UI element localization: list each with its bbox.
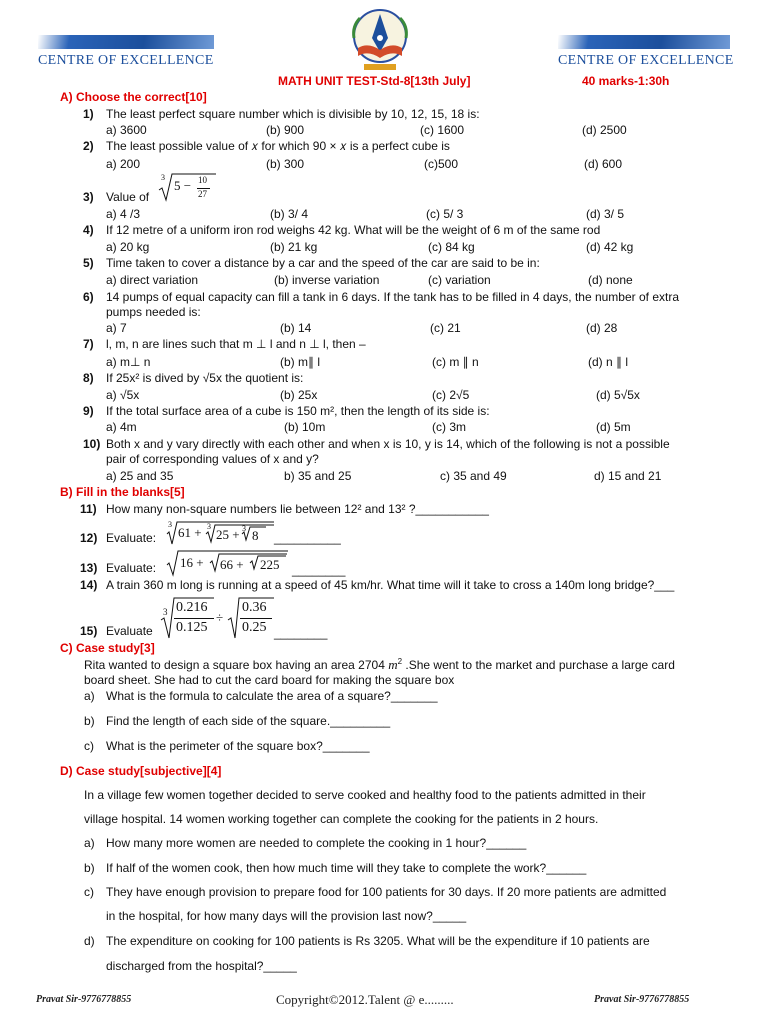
option-b: (b) 14: [280, 321, 312, 335]
option-b: (b) 300: [266, 157, 305, 171]
logo-swoosh-icon: [38, 35, 214, 49]
option-d: (d) n ∥ l: [588, 355, 629, 369]
option-a: a) 3600: [106, 123, 147, 137]
answer-blank: ________: [292, 563, 346, 577]
option-d: (d) 3/ 5: [586, 207, 625, 221]
school-emblem-icon: [348, 8, 412, 74]
case-study-d-paragraph-line1: In a village few women together decided to serve cooked and healthy food to the patients admitted in their: [84, 788, 646, 802]
section-c-heading: C) Case study[3]: [60, 641, 155, 655]
footer-copyright: Copyright©2012.Talent @ e.........: [276, 992, 454, 1007]
test-title: MATH UNIT TEST-Std-8[13th July]: [278, 74, 471, 88]
answer-blank: ________: [274, 626, 328, 640]
option-c: (c) variation: [428, 273, 491, 287]
option-c: (c) 84 kg: [428, 240, 475, 254]
option-c: (c) 2√5: [432, 388, 470, 402]
option-c: (c) 5/ 3: [426, 207, 464, 221]
option-d: d) 15 and 21: [594, 469, 662, 483]
option-c: (c)500: [424, 157, 459, 171]
left-logo-text: CENTRE OF EXCELLENCE: [38, 53, 214, 68]
option-b: (b) inverse variation: [274, 273, 380, 287]
option-a: a) 20 kg: [106, 240, 150, 254]
option-d: (d) 28: [586, 321, 618, 335]
option-a: a) 7: [106, 321, 127, 335]
option-d: (d) 600: [584, 157, 623, 171]
footer-signature-left: Pravat Sir-9776778855: [36, 994, 132, 1005]
option-c: (c) m ∥ n: [432, 355, 479, 369]
option-d: (d) none: [588, 273, 633, 287]
option-b: (b) 3/ 4: [270, 207, 309, 221]
right-logo-text: CENTRE OF EXCELLENCE: [558, 53, 734, 68]
option-b: (b) 900: [266, 123, 305, 137]
option-b: (b) 21 kg: [270, 240, 318, 254]
option-c: c) 35 and 49: [440, 469, 507, 483]
option-d: (d) 5m: [596, 420, 631, 434]
option-b: (b) 10m: [284, 420, 326, 434]
option-a: a) 4m: [106, 420, 137, 434]
logo-swoosh-icon: [558, 35, 730, 49]
option-a: a) 200: [106, 157, 141, 171]
answer-blank: __________: [274, 531, 341, 545]
case-study-c-paragraph-line1: Rita wanted to design a square box having an area 2704 $m^2$ .She went to the market and purchase a large card: [84, 657, 675, 672]
option-a: a) direct variation: [106, 273, 199, 287]
option-c: (c) 21: [430, 321, 461, 335]
marks-duration: 40 marks-1:30h: [582, 74, 670, 88]
option-b: (b) 25x: [280, 388, 318, 402]
option-a: a) m⊥ n: [106, 355, 151, 369]
option-a: a) 4 /3: [106, 207, 141, 221]
option-c: (c) 1600: [420, 123, 465, 137]
section-a-heading: A) Choose the correct[10]: [60, 90, 207, 104]
footer-signature-right: Pravat Sir-9776778855: [594, 994, 690, 1005]
section-b-heading: B) Fill in the blanks[5]: [60, 485, 185, 499]
case-study-c-paragraph-line2: board sheet. She had to cut the card board for making the square box: [84, 673, 455, 687]
option-d: (d) 5√5x: [596, 388, 640, 402]
option-d: (d) 2500: [582, 123, 627, 137]
option-c: (c) 3m: [432, 420, 466, 434]
option-b: b) 35 and 25: [284, 469, 352, 483]
option-d: (d) 42 kg: [586, 240, 634, 254]
option-a: a) √5x: [106, 388, 140, 402]
section-d-heading: D) Case study[subjective][4]: [60, 764, 222, 778]
option-a: a) 25 and 35: [106, 469, 174, 483]
option-b: (b) m∥ l: [280, 355, 320, 369]
case-study-d-paragraph-line2: village hospital. 14 women working together can complete the cooking for the patients in 2 hours.: [84, 812, 599, 826]
